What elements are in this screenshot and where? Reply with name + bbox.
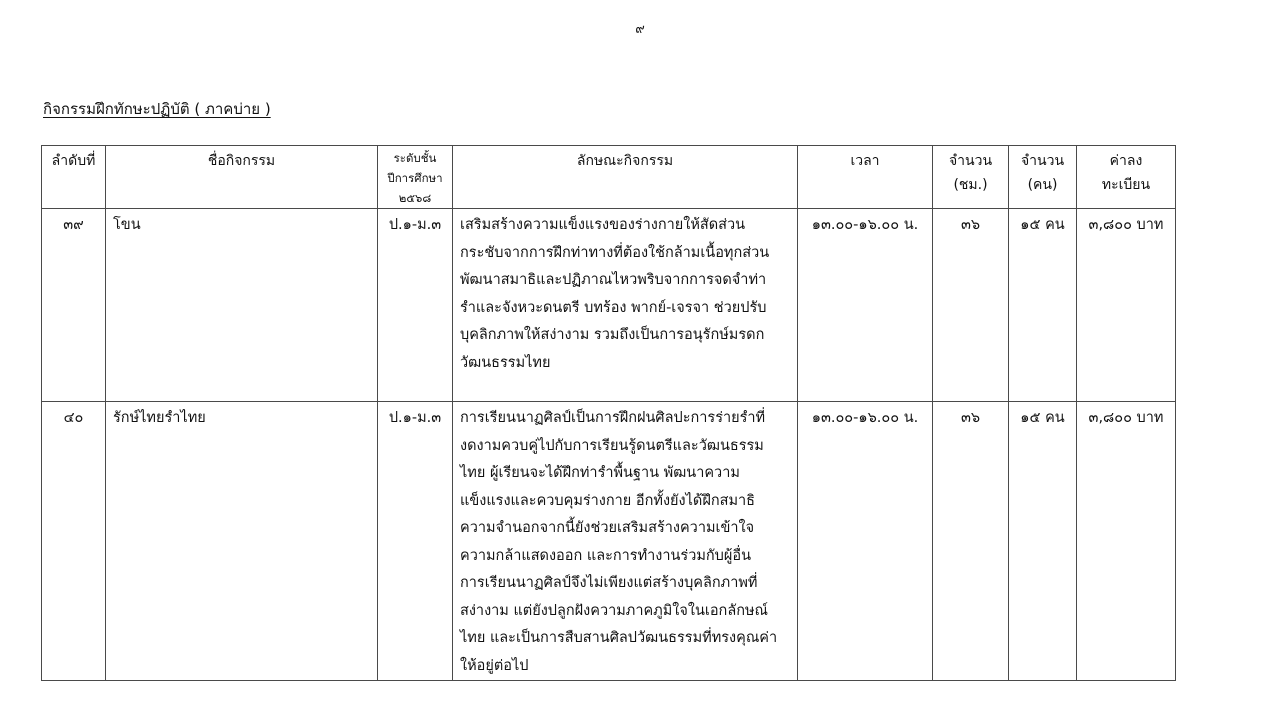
cell-fee: ๓,๘๐๐ บาท bbox=[1077, 402, 1176, 681]
activity-table bbox=[41, 145, 1176, 681]
table-header-row bbox=[42, 146, 1176, 209]
description-line: การเรียนนาฏศิลป์จึงไม่เพียงแต่สร้างบุคลิกภาพที่ bbox=[460, 575, 758, 591]
cell-people: ๑๕ คน bbox=[1009, 209, 1077, 402]
header-grade-line: ระดับชั้น bbox=[393, 151, 437, 165]
header-order: ลำดับที่ bbox=[42, 146, 106, 209]
header-grade-line: ปีการศึกษา bbox=[387, 171, 443, 185]
description-line: รำและจังหวะดนตรี บทร้อง พากย์-เจรจา ช่วยปรับ bbox=[460, 299, 767, 316]
header-hours-line: (ชม.) bbox=[953, 177, 988, 193]
cell-time: ๑๓.๐๐-๑๖.๐๐ น. bbox=[798, 209, 933, 402]
description-line: แข็งแรงและควบคุมร่างกาย อีกทั้งยังได้ฝึกสมาธิ bbox=[460, 492, 755, 509]
cell-description bbox=[453, 209, 798, 402]
cell-hours: ๓๖ bbox=[933, 402, 1009, 681]
cell-activity-name: โขน bbox=[106, 209, 378, 402]
header-fee-line: ทะเบียน bbox=[1101, 177, 1151, 193]
cell-hours: ๓๖ bbox=[933, 209, 1009, 402]
cell-order: ๓๙ bbox=[42, 209, 106, 402]
description-line: วัฒนธรรมไทย bbox=[460, 354, 551, 371]
description-line: การเรียนนาฏศิลป์เป็นการฝึกฝนศิลปะการร่ายรำที่ bbox=[460, 410, 766, 426]
cell-grade: ป.๑-ม.๓ bbox=[378, 209, 453, 402]
header-time: เวลา bbox=[798, 146, 933, 209]
cell-activity-name: รักษ์ไทยรำไทย bbox=[106, 402, 378, 681]
header-fee bbox=[1077, 146, 1176, 209]
description-line: งดงามควบคู่ไปกับการเรียนรู้ดนตรีและวัฒนธรรม bbox=[460, 437, 764, 454]
description-line: ความกล้าแสดงออก และการทำงานร่วมกับผู้อื่น bbox=[460, 547, 751, 564]
header-activity-name: ชื่อกิจกรรม bbox=[106, 146, 378, 209]
cell-order: ๔๐ bbox=[42, 402, 106, 681]
cell-fee: ๓,๘๐๐ บาท bbox=[1077, 209, 1176, 402]
section-title: กิจกรรมฝึกทักษะปฏิบัติ ( ภาคบ่าย ) bbox=[43, 100, 271, 118]
cell-grade: ป.๑-ม.๓ bbox=[378, 402, 453, 681]
header-people-line: (คน) bbox=[1027, 177, 1058, 193]
header-people-line: จำนวน bbox=[1020, 153, 1065, 169]
header-grade-level bbox=[378, 146, 453, 209]
header-fee-line: ค่าลง bbox=[1109, 153, 1143, 169]
header-people bbox=[1009, 146, 1077, 209]
cell-people: ๑๕ คน bbox=[1009, 402, 1077, 681]
page-number: ๙ bbox=[635, 22, 645, 37]
description-line: เสริมสร้างความแข็งแรงของร่างกายให้สัดส่วน bbox=[460, 217, 746, 233]
description-line: พัฒนาสมาธิและปฏิภาณไหวพริบจากการจดจำท่า bbox=[460, 272, 767, 288]
description-line: ให้อยู่ต่อไป bbox=[460, 657, 529, 674]
description-line: บุคลิกภาพให้สง่างาม รวมถึงเป็นการอนุรักษ์มรดก bbox=[460, 327, 765, 343]
description-line: กระชับจากการฝึกท่าทางที่ต้องใช้กล้ามเนื้อทุกส่วน bbox=[460, 244, 770, 261]
cell-time: ๑๓.๐๐-๑๖.๐๐ น. bbox=[798, 402, 933, 681]
description-line: สง่างาม แต่ยังปลูกฝังความภาคภูมิใจในเอกลักษณ์ bbox=[460, 602, 768, 619]
description-line: ไทย ผู้เรียนจะได้ฝึกท่ารำพื้นฐาน พัฒนาความ bbox=[460, 465, 740, 481]
header-hours bbox=[933, 146, 1009, 209]
header-hours-line: จำนวน bbox=[948, 153, 993, 169]
header-grade-line: ๒๕๖๘ bbox=[398, 191, 432, 205]
table-row bbox=[42, 402, 1176, 681]
description-line: ความจำนอกจากนี้ยังช่วยเสริมสร้างความเข้าใจ bbox=[460, 520, 755, 536]
cell-description bbox=[453, 402, 798, 681]
table-row bbox=[42, 209, 1176, 402]
header-description: ลักษณะกิจกรรม bbox=[453, 146, 798, 209]
description-line: ไทย และเป็นการสืบสานศิลปวัฒนธรรมที่ทรงคุณค่า bbox=[460, 630, 778, 646]
